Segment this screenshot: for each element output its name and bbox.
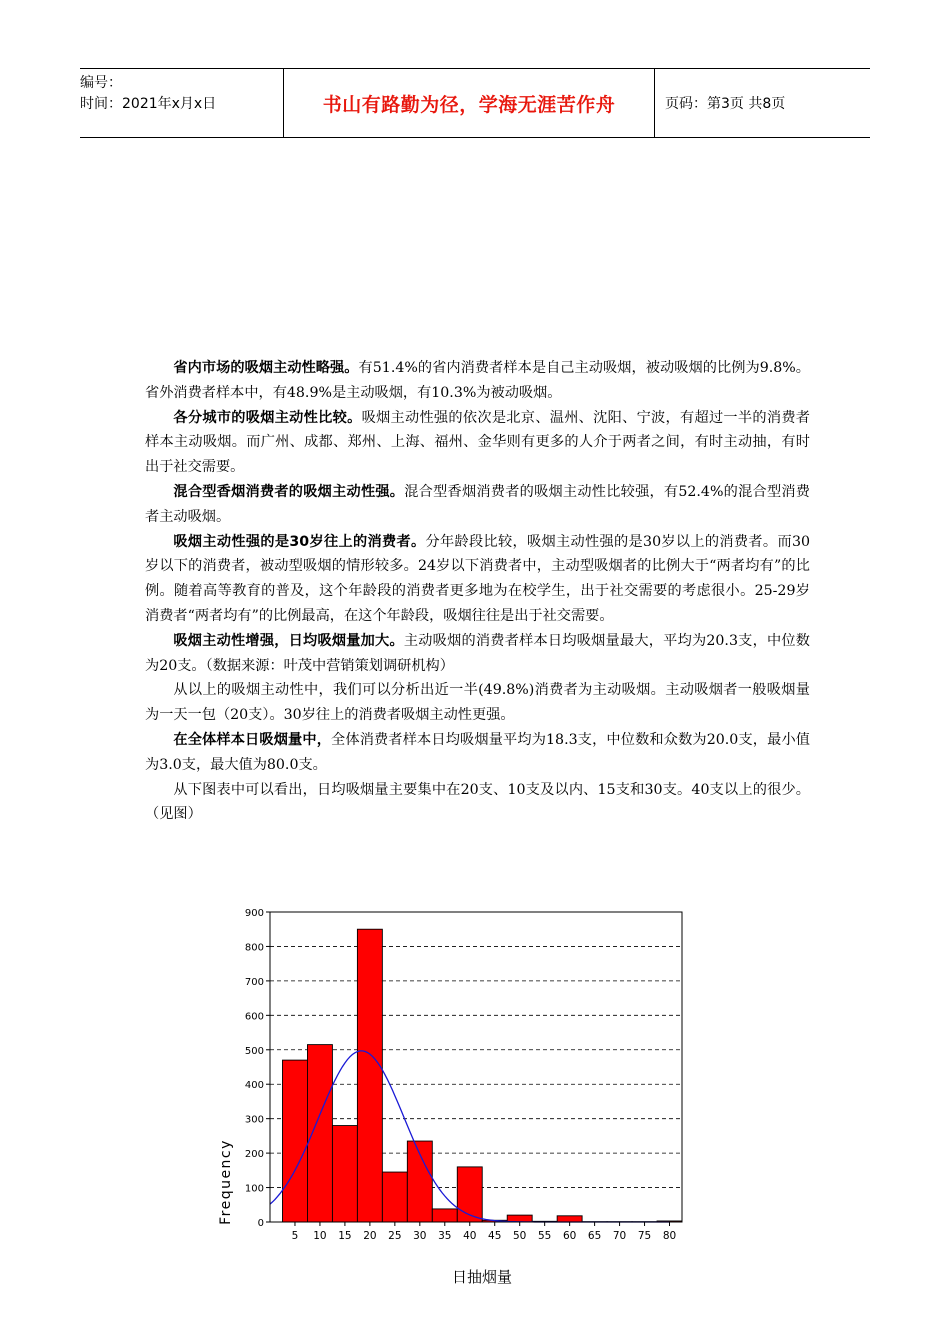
y-tick-label: 600 — [244, 1011, 264, 1023]
page-number: 页码：第3页 共8页 — [665, 96, 786, 112]
paragraph-text: 混合型香烟消费者的吸烟主动性比较强，有52.4%的混合型消费者主动吸烟。 — [145, 483, 810, 525]
x-tick-label: 10 — [313, 1230, 327, 1242]
paragraph — [145, 530, 810, 629]
paragraph-lead: 吸烟主动性强的是30岁往上的消费者。 — [173, 533, 426, 550]
paragraph-text: 主动吸烟的消费者样本日均吸烟量最大，平均为20.3支，中位数为20支。（数据来源：叶茂中营销策划调研机构） — [145, 632, 810, 674]
paragraph — [145, 728, 810, 778]
x-axis-ticks — [292, 1222, 677, 1242]
x-tick-label: 35 — [438, 1230, 452, 1242]
article-body — [145, 356, 810, 827]
header-meta — [80, 69, 283, 137]
y-axis-label: Frequency — [218, 1139, 234, 1225]
x-tick-label: 50 — [513, 1230, 527, 1242]
histogram-bar — [332, 1126, 357, 1222]
y-tick-label: 0 — [257, 1218, 264, 1229]
paragraph-text: 从以上的吸烟主动性中，我们可以分析出近一半(49.8%)消费者为主动吸烟。主动吸烟者一般吸烟量为一天一包（20支）。30岁往上的消费者吸烟主动性更强。 — [145, 682, 810, 724]
x-tick-label: 75 — [637, 1230, 652, 1242]
x-tick-label: 55 — [537, 1230, 552, 1242]
histogram-bar — [357, 929, 382, 1222]
paragraph-lead: 吸烟主动性增强，日均吸烟量加大。 — [173, 632, 404, 649]
x-tick-label: 65 — [587, 1230, 602, 1242]
x-tick-label: 5 — [291, 1230, 299, 1242]
paragraph — [145, 778, 810, 828]
x-tick-label: 30 — [413, 1230, 427, 1242]
x-axis-label: 日抽烟量 — [451, 1268, 513, 1286]
chart-bars — [282, 929, 682, 1222]
paragraph-text: 分年龄段比较，吸烟主动性强的是30岁以上的消费者。而30岁以下的消费者，被动型吸烟的情形较多。24岁以下消费者中，主动型吸烟者的比例大于“两者均有”的比例。随着高等教育的普及，这个年龄段的消费者更多地为在校学生，出于社交需要的考虑很小。25-29岁消费者“两者均有”的比例最高，在这个年龄段，吸烟往往是出于社交需要。 — [145, 533, 810, 624]
paragraph-text: 有51.4%的省内消费者样本是自己主动吸烟，被动吸烟的比例为9.8%。省外消费者样本中，有48.9%是主动吸烟，有10.3%为被动吸烟。 — [145, 360, 810, 401]
histogram-bar — [432, 1209, 457, 1222]
histogram-bar — [307, 1045, 332, 1222]
histogram-bar — [457, 1167, 482, 1222]
paragraph — [145, 406, 810, 480]
y-tick-label: 100 — [244, 1183, 264, 1195]
paragraph — [145, 480, 810, 530]
y-tick-label: 800 — [244, 942, 264, 954]
document-time: 时间：2021年x月x日 — [80, 96, 217, 112]
histogram-bar — [557, 1216, 582, 1222]
paragraph-text: 全体消费者样本日均吸烟量平均为18.3支，中位数和众数为20.0支，最小值为3.0支，最大值为80.0支。 — [145, 731, 810, 773]
histogram-bar — [282, 1060, 307, 1222]
histogram-bar — [382, 1172, 407, 1222]
y-axis-ticks — [245, 908, 270, 1229]
x-tick-label: 70 — [612, 1230, 627, 1242]
x-tick-label: 20 — [363, 1230, 377, 1242]
paragraph-lead: 混合型香烟消费者的吸烟主动性强。 — [173, 483, 405, 500]
x-tick-label: 15 — [338, 1230, 352, 1242]
paragraph — [145, 356, 810, 406]
y-tick-label: 200 — [244, 1149, 264, 1161]
y-tick-label: 900 — [244, 908, 264, 919]
x-tick-label: 45 — [488, 1230, 502, 1242]
paragraph-lead: 各分城市的吸烟主动性比较。 — [173, 409, 362, 426]
paragraph — [145, 678, 810, 728]
page-header — [80, 68, 870, 138]
paragraph-text: 吸烟主动性强的依次是北京、温州、沈阳、宁波，有超过一半的消费者样本主动吸烟。而广州、成都、郑州、上海、福州、金华则有更多的人介于两者之间，有时主动抽，有时出于社交需要。 — [145, 409, 810, 476]
paragraph-text: 从下图表中可以看出，日均吸烟量主要集中在20支、10支及以内、15支和30支。40支以上的很少。（见图） — [145, 781, 810, 823]
paragraph-lead: 在全体样本日吸烟量中， — [173, 731, 332, 748]
y-tick-label: 300 — [244, 1114, 264, 1126]
y-tick-label: 400 — [244, 1080, 264, 1092]
paragraph — [145, 629, 810, 679]
x-tick-label: 60 — [562, 1230, 577, 1242]
y-tick-label: 500 — [244, 1045, 264, 1057]
x-tick-label: 40 — [463, 1230, 477, 1242]
x-tick-label: 25 — [388, 1230, 402, 1242]
document-number: 编号： — [80, 75, 122, 91]
histogram-chart — [210, 900, 710, 1300]
y-tick-label: 700 — [244, 976, 264, 988]
paragraph-lead: 省内市场的吸烟主动性略强。 — [173, 360, 359, 376]
x-tick-label: 80 — [662, 1230, 677, 1242]
header-motto: 书山有路勤为径，学海无涯苦作舟 — [283, 69, 655, 137]
